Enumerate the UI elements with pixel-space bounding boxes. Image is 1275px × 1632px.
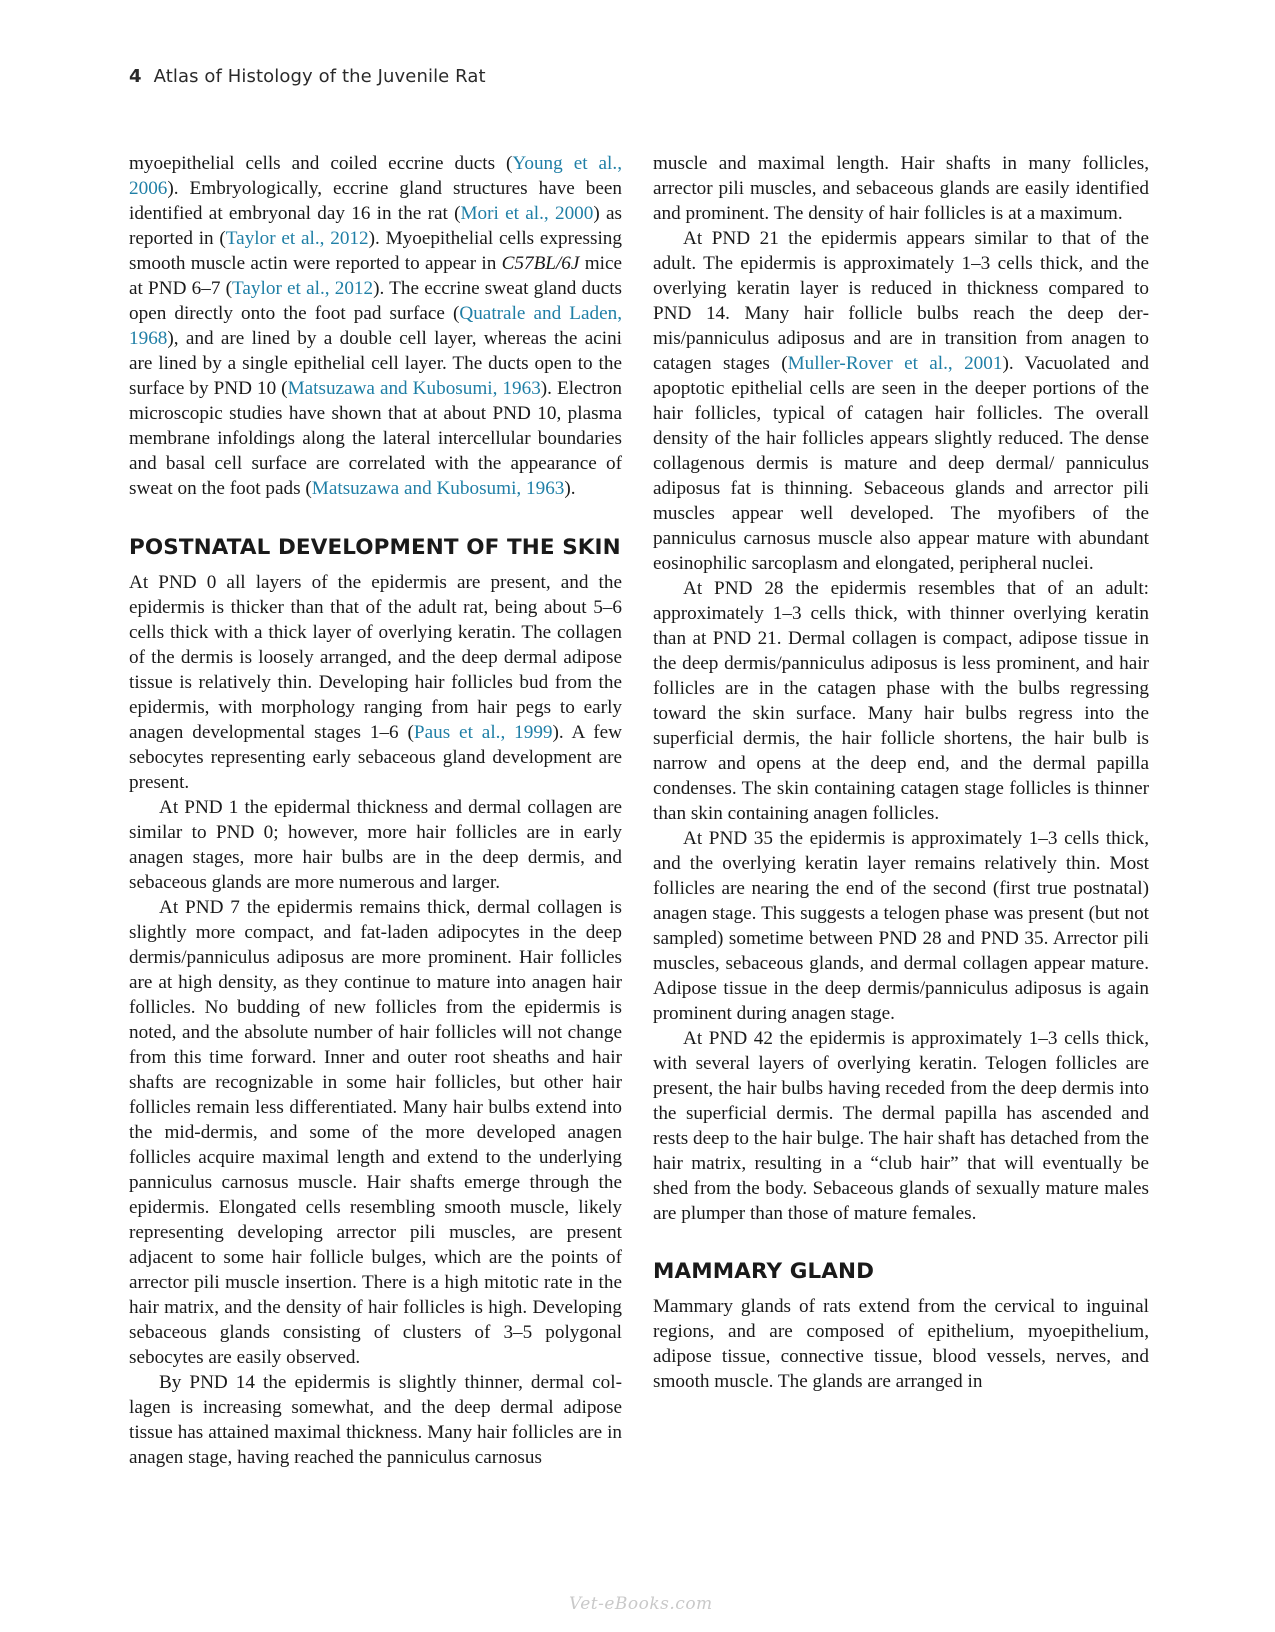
text-span: ), and are lined by a double cell layer, whereas the acini are lined by a single epithelial cell layer. The ducts open to the surface by PND 10 (: [129, 328, 622, 399]
section-heading-mammary: MAMMARY GLAND: [653, 1259, 875, 1284]
strain-name: C57BL/6J: [501, 253, 580, 274]
paragraph-continuation: muscle and maximal length. Hair shafts in many follicles, arrector pili muscles, and sebaceous glands are easily identified and prominent. The density of hair follicles is at a maximum.: [653, 153, 1149, 224]
running-header: [129, 66, 486, 87]
citation-link[interactable]: Matsuzawa and Kubosumi, 1963: [311, 478, 565, 499]
paragraph-mammary: Mammary glands of rats extend from the cervical to inguinal regions, and are composed of epithelium, myoepithelium, adipose tissue, connective tissue, blood vessels, nerves, and smooth muscle. The glands are arranged in: [653, 1296, 1149, 1392]
paragraph-pnd21: [653, 226, 1149, 576]
left-column: [129, 151, 622, 1470]
citation-link[interactable]: Mori et al., 2000: [460, 203, 594, 224]
section-heading-postnatal: POSTNATAL DEVELOPMENT OF THE SKIN: [129, 535, 621, 560]
text-span: ).: [564, 478, 576, 499]
citation-link[interactable]: Muller-Rover et al., 2001: [787, 353, 1003, 374]
citation-link[interactable]: Matsuzawa and Kubosumi, 1963: [287, 378, 541, 399]
citation-link[interactable]: Taylor et al., 2012: [232, 278, 374, 299]
text-span: ). Vacuolated and apoptotic epithelial cells are seen in the deeper portions of the hair follicles, typical of catagen hair follicles. The overall density of the hair follicles appears slightly reduced. The dense collagenous dermis is mature and deep dermal/ panniculus adiposus fat is thinning. Sebaceous glands and arrector pili muscles appear well developed. The myofibers of the panniculus carnosus muscle also appear mature with abundant eosinophilic sarcoplasm and elongated, peripheral nuclei.: [653, 353, 1149, 574]
citation-link[interactable]: Paus et al., 1999: [413, 722, 553, 743]
text-span: ). Embryologically, eccrine gland structures have been identified at embryonal day 16 in the rat (: [129, 178, 622, 224]
citation-link[interactable]: Young et al., 2006: [129, 153, 622, 199]
paragraph-pnd28: At PND 28 the epidermis resembles that of an adult: approximately 1–3 cells thick, with thinner overlying keratin than at PND 21. Dermal collagen is compact, adipose tissue in the deep dermis/panniculus adiposus is less prominent, and hair follicles are in the catagen phase with the bulbs regressing toward the skin surface. Many hair bulbs regress into the superficial dermis, the hair follicle shortens, the hair bulb is narrow and opens at the deep end, and the dermal papilla condenses. The skin containing catagen stage follicles is thinner than skin containing anagen follicles.: [653, 578, 1149, 824]
watermark-logo: Vet-eBooks.com: [569, 1594, 713, 1614]
paragraph-pnd35: At PND 35 the epidermis is approximately 1–3 cells thick, and the overlying keratin layer remains relatively thin. Most follicles are nearing the end of the second (first true postnatal) anagen stage. This suggests a telogen phase was present (but not sampled) sometime between PND 28 and PND 35. Arrector pili muscles, sebaceous glands, and dermal collagen appear mature. Adipose tissue in the deep dermis/panniculus adiposus is again prominent during anagen stage.: [653, 828, 1149, 1024]
text-span: ). The eccrine sweat gland ducts open directly onto the foot pad surface (: [129, 278, 623, 324]
text-span: myoepithelial cells and coiled eccrine ducts (: [129, 153, 513, 174]
paragraph-pnd42: At PND 42 the epidermis is approximately 1–3 cells thick, with several layers of overlying keratin. Telogen follicles are present, the hair bulbs having receded from the deep dermis into the superficial dermis. The dermal papilla has ascended and rests deep to the hair bulge. The hair shaft has detached from the hair matrix, resulting in a “club hair” that will eventually be shed from the body. Sebaceous glands of sexually mature males are plumper than those of mature females.: [653, 1028, 1149, 1224]
page-number: 4: [129, 66, 142, 87]
text-span: ) as reported in (: [129, 203, 623, 249]
citation-link[interactable]: Taylor et al., 2012: [225, 228, 369, 249]
paragraph-pnd14: By PND 14 the epidermis is slightly thinner, dermal collagen is increasing somewhat, and the deep dermal adipose tissue has attained maximal thickness. Many hair follicles are in anagen stage, having reached the panniculus carnosus: [129, 1372, 622, 1468]
text-span: ). A few sebocytes representing early sebaceous gland development are present.: [129, 722, 622, 793]
citation-link[interactable]: Quatrale and Laden, 1968: [129, 303, 622, 349]
text-span: At PND 21 the epidermis appears similar to that of the adult. The epidermis is approximately 1–3 cells thick, and the overlying keratin layer is reduced in thickness compared to PND 14. Many hair follicle bulbs reach the deep dermis/panniculus adiposus and are in transition from anagen to catagen stages (: [653, 228, 1149, 374]
text-span: ). Electron microscopic studies have shown that at about PND 10, plasma membrane infoldings along the lateral intercellular boundaries and basal cell surface are correlated with the appearance of sweat on the foot pads (: [129, 378, 622, 499]
text-span: At PND 0 all layers of the epidermis are present, and the epidermis is thicker than that of the adult rat, being about 5–6 cells thick with a thick layer of overlying keratin. The collagen of the dermis is loosely arranged, and the deep dermal adipose tissue is relatively thin. Developing hair follicles bud from the epidermis, with morphology ranging from hair pegs to early anagen developmental stages 1–6 (: [129, 572, 622, 743]
paragraph-pnd7: At PND 7 the epidermis remains thick, dermal collagen is slightly more compact, and fat-laden adipocytes in the deep dermis/panniculus adiposus are more prominent. Hair follicles are at high density, as they continue to mature into anagen hair follicles. No budding of new follicles from the epidermis is noted, and the absolute number of hair follicles will not change from this time forward. Inner and outer root sheaths and hair shafts are recognizable in some hair follicles, but other hair follicles remain less differentiated. Many hair bulbs extend into the mid-dermis, and some of the more developed anagen follicles acquire maximal length and extend to the underlying panniculus carnosus muscle. Hair shafts emerge through the epidermis. Elongated cells resembling smooth muscle, likely representing developing arrector pili muscles, are present adjacent to some hair follicle bulges, which are the points of arrector pili muscle insertion. There is a high mitotic rate in the hair matrix, and the density of hair follicles is high. Developing sebaceous glands consisting of clusters of 3–5 polygonal sebocytes are easily observed.: [129, 897, 622, 1368]
paragraph-pnd1: At PND 1 the epidermal thickness and dermal collagen are similar to PND 0; however, more hair follicles are in early anagen stages, more hair bulbs are in the deep dermis, and sebaceous glands are more numerous and larger.: [129, 797, 622, 893]
text-span: ). Myoepithelial cells expressing smooth muscle actin were reported to appear in: [129, 228, 622, 274]
right-column: [653, 151, 1149, 1394]
running-title: Atlas of Histology of the Juvenile Rat: [153, 66, 486, 87]
paragraph-pnd0: [129, 570, 622, 795]
text-span: mice at PND 6–7 (: [129, 253, 622, 299]
paragraph-intro: [129, 151, 622, 501]
